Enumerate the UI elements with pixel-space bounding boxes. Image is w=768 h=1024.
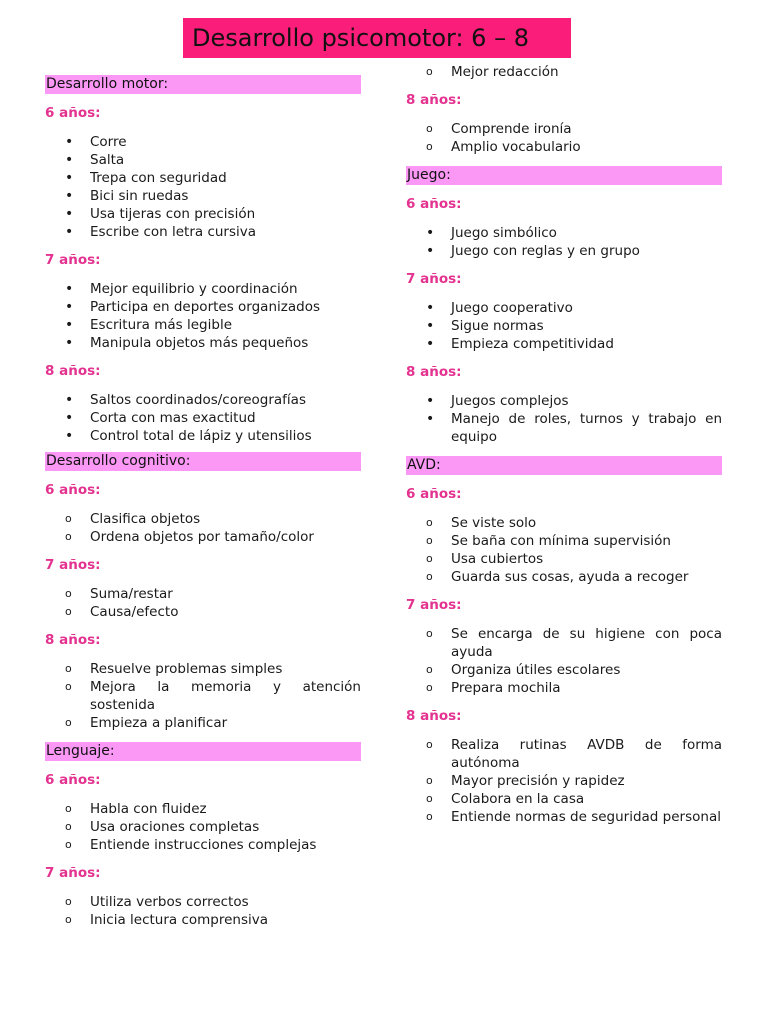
list-item-text: Prepara mochila [451,680,561,696]
dot-bullet-icon: • [65,428,74,444]
list-item-text: Bici sin ruedas [90,188,189,204]
list-item [406,550,722,568]
dot-bullet-icon: • [65,206,74,222]
age-label: 6 años: [45,105,101,121]
dot-bullet-icon: • [65,410,74,426]
left-column [45,75,361,929]
list-item [406,772,722,790]
list-item [45,603,361,621]
list-item-text: Empieza competitividad [451,336,614,352]
circle-bullet-icon: o [426,774,433,787]
list-item-text: Comprende ironía [451,121,572,137]
bullet-list [406,63,722,81]
circle-bullet-icon: o [426,552,433,565]
dot-bullet-icon: • [65,188,74,204]
dot-bullet-icon: • [65,224,74,240]
dot-bullet-icon: • [426,225,435,241]
bullet-list [45,585,361,621]
list-item [406,317,722,335]
circle-bullet-icon: o [426,810,433,823]
circle-bullet-icon: o [426,516,433,529]
list-item-text: Juego simbólico [451,225,557,241]
list-item [406,120,722,138]
age-label: 6 años: [406,486,462,502]
bullet-list [45,280,361,352]
age-label: 6 años: [45,482,101,498]
circle-bullet-icon: o [65,820,72,833]
circle-bullet-icon: o [426,681,433,694]
list-item [406,679,722,697]
circle-bullet-icon: o [426,738,433,751]
bullet-list [406,299,722,353]
list-item-text: Control total de lápiz y utensilios [90,428,312,444]
list-item-text: Mayor precisión y rapidez [451,773,625,789]
list-item-text: Resuelve problemas simples [90,661,283,677]
circle-bullet-icon: o [65,913,72,926]
dot-bullet-icon: • [426,336,435,352]
age-label: 8 años: [45,632,101,648]
list-item-text: Colabora en la casa [451,791,585,807]
list-item-text: Juego cooperativo [451,300,573,316]
age-label: 6 años: [45,772,101,788]
list-item-text: Realiza rutinas AVDB de forma autónoma [451,737,722,771]
section-header-language: Lenguaje: [45,742,361,761]
circle-bullet-icon: o [65,716,72,729]
bullet-list [45,133,361,241]
list-item [45,316,361,334]
circle-bullet-icon: o [426,570,433,583]
bullet-list [45,660,361,732]
circle-bullet-icon: o [65,587,72,600]
dot-bullet-icon: • [65,281,74,297]
list-item [45,409,361,427]
list-item [406,410,722,446]
list-item-text: Manipula objetos más pequeños [90,335,309,351]
circle-bullet-icon: o [426,627,433,640]
list-item-text: Se viste solo [451,515,537,531]
circle-bullet-icon: o [426,534,433,547]
list-item [45,714,361,732]
dot-bullet-icon: • [426,393,435,409]
list-item-text: Sigue normas [451,318,544,334]
list-item-text: Se baña con mínima supervisión [451,533,671,549]
age-label: 8 años: [406,92,462,108]
list-item [406,514,722,532]
circle-bullet-icon: o [65,530,72,543]
age-label: 7 años: [406,271,462,287]
age-label: 8 años: [406,364,462,380]
list-item [45,187,361,205]
list-item-text: Usa cubiertos [451,551,544,567]
circle-bullet-icon: o [65,662,72,675]
list-item-text: Entiende normas de seguridad personal [451,809,721,825]
dot-bullet-icon: • [65,299,74,315]
dot-bullet-icon: • [426,411,435,427]
list-item [45,893,361,911]
age-label: 7 años: [45,865,101,881]
list-item [45,223,361,241]
list-item-text: Entiende instrucciones complejas [90,837,317,853]
page-title: Desarrollo psicomotor: 6 – 8 [183,18,571,58]
age-label: 7 años: [45,252,101,268]
list-item [45,427,361,445]
bullet-list [45,893,361,929]
list-item-text: Mejora la memoria y atención sostenida [90,679,361,713]
bullet-list [406,736,722,826]
list-item-text: Usa oraciones completas [90,819,260,835]
list-item [406,138,722,156]
list-item-text: Utiliza verbos correctos [90,894,249,910]
list-item-text: Mejor equilibrio y coordinación [90,281,298,297]
section-header-play: Juego: [406,166,722,185]
list-item-text: Ordena objetos por tamaño/color [90,529,314,545]
list-item-text: Escribe con letra cursiva [90,224,257,240]
section-header-avd: AVD: [406,456,722,475]
list-item [45,678,361,714]
section-header-cognitive: Desarrollo cognitivo: [45,452,361,471]
list-item [406,242,722,260]
age-label: 7 años: [45,557,101,573]
list-item [45,911,361,929]
section-header-motor: Desarrollo motor: [45,75,361,94]
list-item-text: Escritura más legible [90,317,233,333]
list-item-text: Inicia lectura comprensiva [90,912,269,928]
list-item [406,736,722,772]
list-item-text: Suma/restar [90,586,173,602]
list-item [406,532,722,550]
list-item-text: Mejor redacción [451,64,559,80]
list-item [45,818,361,836]
list-item [45,280,361,298]
list-item [45,528,361,546]
circle-bullet-icon: o [65,512,72,525]
list-item-text: Corre [90,134,127,150]
circle-bullet-icon: o [65,802,72,815]
list-item [45,133,361,151]
list-item-text: Clasifica objetos [90,511,201,527]
list-item [45,660,361,678]
list-item [406,224,722,242]
list-item-text: Guarda sus cosas, ayuda a recoger [451,569,689,585]
list-item-text: Habla con fluidez [90,801,207,817]
dot-bullet-icon: • [65,152,74,168]
list-item-text: Manejo de roles, turnos y trabajo en equipo [451,411,722,445]
circle-bullet-icon: o [65,895,72,908]
list-item [406,568,722,586]
circle-bullet-icon: o [426,122,433,135]
bullet-list [45,800,361,854]
bullet-list [45,391,361,445]
list-item [406,299,722,317]
list-item [45,391,361,409]
list-item-text: Empieza a planificar [90,715,228,731]
list-item-text: Causa/efecto [90,604,179,620]
list-item [406,625,722,661]
list-item-text: Organiza útiles escolares [451,662,621,678]
bullet-list [406,224,722,260]
bullet-list [45,510,361,546]
list-item [45,800,361,818]
age-label: 6 años: [406,196,462,212]
circle-bullet-icon: o [426,140,433,153]
right-column [406,63,722,826]
bullet-list [406,120,722,156]
circle-bullet-icon: o [65,838,72,851]
dot-bullet-icon: • [65,134,74,150]
list-item-text: Juegos complejos [451,393,569,409]
list-item [45,510,361,528]
list-item [406,63,722,81]
list-item [45,334,361,352]
circle-bullet-icon: o [65,605,72,618]
dot-bullet-icon: • [426,243,435,259]
dot-bullet-icon: • [65,392,74,408]
circle-bullet-icon: o [426,792,433,805]
list-item-text: Corta con mas exactitud [90,410,256,426]
dot-bullet-icon: • [426,300,435,316]
list-item-text: Amplio vocabulario [451,139,581,155]
age-label: 8 años: [45,363,101,379]
dot-bullet-icon: • [426,318,435,334]
circle-bullet-icon: o [65,680,72,693]
list-item [45,585,361,603]
list-item-text: Saltos coordinados/coreografías [90,392,306,408]
list-item [45,205,361,223]
list-item [406,392,722,410]
list-item [406,790,722,808]
list-item-text: Participa en deportes organizados [90,299,320,315]
list-item-text: Salta [90,152,125,168]
bullet-list [406,392,722,446]
circle-bullet-icon: o [426,663,433,676]
age-label: 7 años: [406,597,462,613]
age-label: 8 años: [406,708,462,724]
bullet-list [406,625,722,697]
list-item-text: Juego con reglas y en grupo [451,243,640,259]
list-item [406,661,722,679]
list-item [45,298,361,316]
list-item-text: Usa tijeras con precisión [90,206,256,222]
dot-bullet-icon: • [65,335,74,351]
bullet-list [406,514,722,586]
dot-bullet-icon: • [65,317,74,333]
list-item [406,808,722,826]
list-item [45,151,361,169]
list-item-text: Se encarga de su higiene con poca ayuda [451,626,722,660]
list-item [45,836,361,854]
list-item-text: Trepa con seguridad [90,170,227,186]
circle-bullet-icon: o [426,65,433,78]
dot-bullet-icon: • [65,170,74,186]
list-item [406,335,722,353]
list-item [45,169,361,187]
